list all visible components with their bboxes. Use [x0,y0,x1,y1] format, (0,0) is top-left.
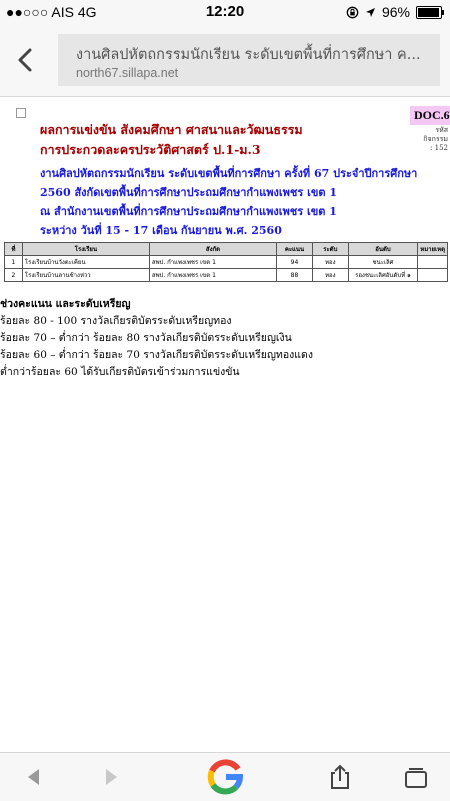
legend-line: ร้อยละ 70 – ต่ำกว่า ร้อยละ 80 รางวัลเกียรติบัตรระดับเหรียญเงิน [0,332,292,344]
back-chevron-icon[interactable] [12,46,40,74]
cell: โรงเรียนบ้านวังตะเคียน [22,256,149,269]
col-header: หมายเหตุ [418,243,448,256]
cell: รองชนะเลิศอันดับที่ ๑ [348,269,418,282]
page-title: งานศิลปหัตถกรรมนักเรียน ระดับเขตพื้นที่การศึกษา ค... [76,47,421,63]
cell: 1 [5,256,23,269]
title-line: ผลการแข่งขัน สังคมศึกษา ศาสนาและวัฒนธรรม [40,122,303,137]
cell: 88 [277,269,313,282]
clock: 12:20 [205,3,245,20]
legend-line: ต่ำกว่าร้อยละ 60 ได้รับเกียรติบัตรเข้าร่วมการแข่งขัน [0,366,240,378]
share-icon[interactable] [326,763,354,791]
activity-code-value: : 152 [430,144,448,152]
activity-code-label: รหัสกิจกรรม [423,126,448,143]
back-icon[interactable] [20,763,48,791]
col-header: โรงเรียน [22,243,149,256]
address-bar[interactable] [58,34,440,86]
legend-heading: ช่วงคะแนน และระดับเหรียญ [0,298,131,310]
battery-icon [416,6,442,19]
forward-icon[interactable] [97,763,125,791]
cell: ทอง [312,256,348,269]
cell [418,256,448,269]
cell: โรงเรียนบ้านลานช้างห่วว [22,269,149,282]
activity-code [420,126,448,153]
rotation-lock-icon [346,6,359,19]
location-arrow-icon [365,7,376,18]
cell [418,269,448,282]
score-legend [0,296,313,381]
event-info [40,164,417,240]
document-page [0,98,450,758]
info-line: 2560 สังกัดเขตพื้นที่การศึกษาประถมศึกษากำแพงเพชร เขต 1 [40,186,338,199]
page-url: north67.sillapa.net [76,66,179,80]
browser-toolbar [0,752,450,801]
legend-line: ร้อยละ 60 – ต่ำกว่า ร้อยละ 70 รางวัลเกียรติบัตรระดับเหรียญทองแดง [0,349,313,361]
cell: ทอง [312,269,348,282]
col-header: ที่ [5,243,23,256]
info-line: งานศิลปหัตถกรรมนักเรียน ระดับเขตพื้นที่การศึกษา ครั้งที่ 67 ประจำปีการศึกษา [40,167,418,180]
tabs-icon[interactable] [402,763,430,791]
browser-nav-bar [0,24,450,97]
table-row [5,256,448,269]
cell: สพป. กำแพงเพชร เขต 1 [149,269,276,282]
cell: ชนะเลิศ [348,256,418,269]
result-title [40,120,303,160]
info-line: ณ สำนักงานเขตพื้นที่การศึกษาประถมศึกษากำแพงเพชร เขต 1 [40,205,337,218]
status-right [346,4,442,20]
table-row [5,269,448,282]
results-table [4,242,448,282]
checkbox[interactable] [16,108,26,118]
legend-line: ร้อยละ 80 - 100 รางวัลเกียรติบัตรระดับเหรียญทอง [0,315,232,327]
col-header: อันดับ [348,243,418,256]
col-header: สังกัด [149,243,276,256]
doc-number-badge: DOC.6 [410,106,450,125]
cell: 94 [277,256,313,269]
col-header: ระดับ [312,243,348,256]
battery-percent: 96% [381,4,410,20]
cell: 2 [5,269,23,282]
table-header-row [5,243,448,256]
col-header: คะแนน [277,243,313,256]
info-line: ระหว่าง วันที่ 15 - 17 เดือน กันยายน พ.ศ. 2560 [40,224,282,237]
carrier-label: ●●○○○ AIS 4G [6,4,97,20]
google-icon[interactable] [205,757,245,797]
status-bar [0,0,450,24]
title-line: การประกวดละครประวัติศาสตร์ ป.1-ม.3 [40,142,261,157]
cell: สพป. กำแพงเพชร เขต 1 [149,256,276,269]
